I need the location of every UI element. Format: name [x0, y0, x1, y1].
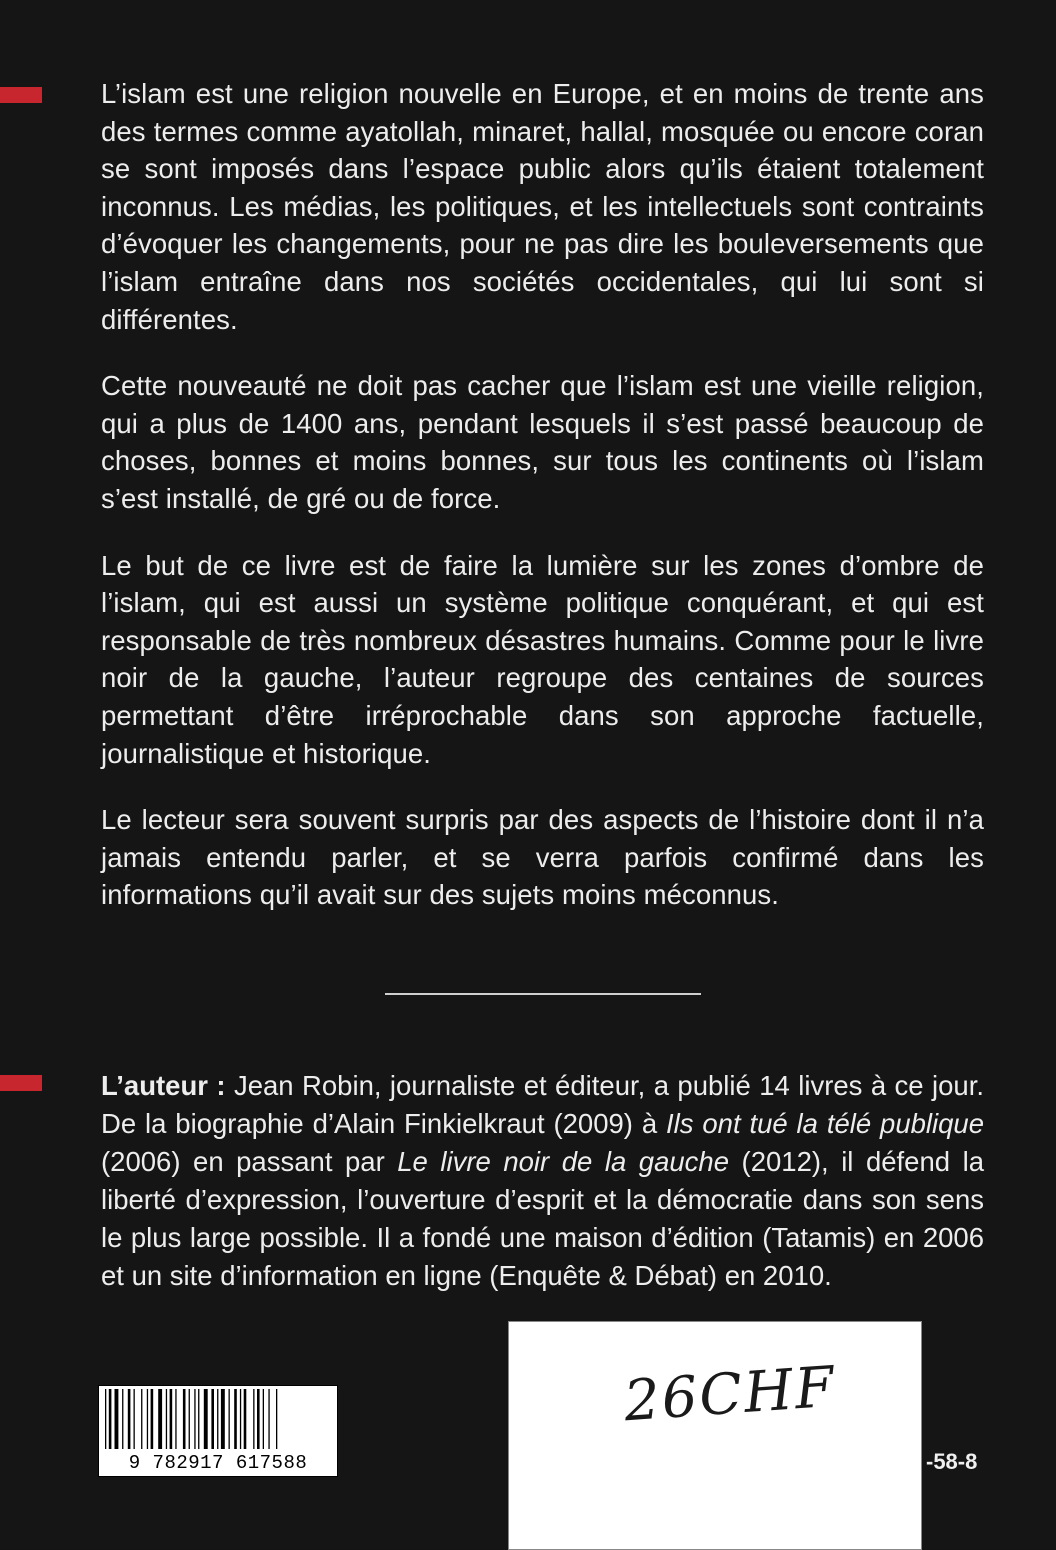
- author-text-2: (2006) en passant par: [101, 1146, 398, 1177]
- author-text-3: (2012), il défend la liberté d’expression, l’ouverture d’esprit et la démocratie dans son sens le plus large possible. Il a fondé une maison d’édition (Tatamis) en 2006 et un site d’information en ligne (Enquête & Débat) en 2010.: [101, 1146, 984, 1291]
- barcode: [98, 1385, 338, 1477]
- author-bio: [101, 1067, 984, 1295]
- author-book-title-2: Le livre noir de la gauche: [397, 1146, 729, 1177]
- price-handwritten: 26CHF: [621, 1354, 838, 1435]
- blurb-text: [101, 75, 984, 943]
- blurb-marker: [0, 87, 42, 103]
- barcode-bars: [103, 1389, 333, 1449]
- blurb-paragraph-1: L’islam est une religion nouvelle en Europe, et en moins de trente ans des termes comme ayatollah, minaret, hallal, mosquée ou encore coran se sont imposés dans l’espace public alors qu’ils étaient totalement inconnus. Les médias, les politiques, et les intellectuels sont contraints d’évoquer les changements, pour ne pas dire les bouleversements que l’islam entraîne dans nos sociétés occidentales, qui lui sont si différentes.: [101, 78, 984, 335]
- barcode-digits: 9 782917 617588: [128, 1452, 308, 1474]
- author-marker: [0, 1075, 42, 1091]
- author-book-title-1: Ils ont tué la télé publique: [666, 1108, 985, 1139]
- price-sticker: [508, 1321, 922, 1550]
- blurb-paragraph-4: Le lecteur sera souvent surpris par des aspects de l’histoire dont il n’a jamais entendu parler, et se verra parfois confirmé dans les informations qu’il avait sur des sujets moins méconnus.: [101, 804, 984, 911]
- isbn-suffix: -58-8: [926, 1449, 978, 1474]
- blurb-paragraph-2: Cette nouveauté ne doit pas cacher que l’islam est une vieille religion, qui a plus de 1400 ans, pendant lesquels il s’est passé beaucoup de choses, bonnes et moins bonnes, sur tous les continents où l’islam s’est installé, de gré ou de force.: [101, 370, 984, 514]
- author-label: L’auteur :: [101, 1070, 226, 1101]
- blurb-paragraph-3: Le but de ce livre est de faire la lumière sur les zones d’ombre de l’islam, qui est aussi un système politique conquérant, et qui est responsable de très nombreux désastres humains. Comme pour le livre noir de la gauche, l’auteur regroupe des centaines de sources permettant d’être irréprochable dans son approche factuelle, journalistique et historique.: [101, 549, 984, 769]
- separator-line: [385, 993, 701, 995]
- author-text-1: Jean Robin, journaliste et éditeur, a publié 14 livres à ce jour. De la biographie d’Alain Finkielkraut (2009) à: [101, 1070, 984, 1139]
